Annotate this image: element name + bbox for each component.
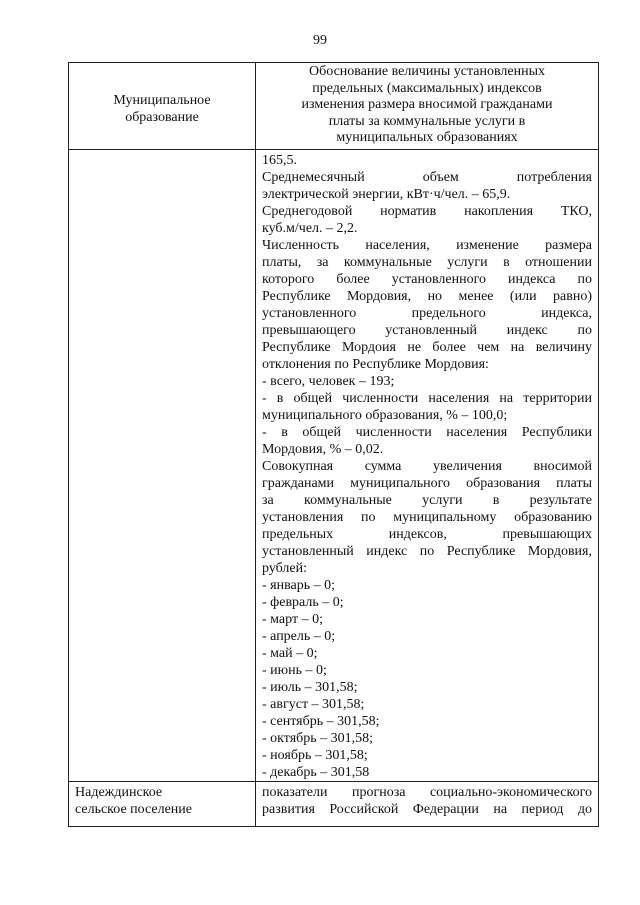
header-municipality-label: Муниципальное образование xyxy=(113,93,211,125)
text-line: - ноябрь – 301,58; xyxy=(262,748,368,763)
text-line: платы, за коммунальные услуги в отношении xyxy=(262,255,592,270)
justification-text-cell-next xyxy=(256,782,599,827)
text-line: сельское поселение xyxy=(75,802,192,817)
table-row xyxy=(69,782,599,827)
header-justification-label xyxy=(256,63,598,147)
text-line: показатели прогноза социально-экономического xyxy=(262,785,592,800)
text-line: электрической энергии, кВт·ч/чел. – 65,9. xyxy=(262,187,511,202)
text-line: - август – 301,58; xyxy=(262,697,365,712)
text-line: Надеждинское xyxy=(75,785,163,800)
text-line: предельных (максимальных) индексов xyxy=(312,80,542,96)
justification-text xyxy=(262,152,592,781)
table-header-row xyxy=(69,63,599,150)
text-line: предельных индексов, превышающих xyxy=(262,527,592,542)
text-line: - январь – 0; xyxy=(262,578,336,593)
text-line: - в общей численности населения на территории xyxy=(262,391,592,406)
text-line: установленного предельного индекса, xyxy=(262,306,592,321)
text-line: которого более установленного индекса по xyxy=(262,272,592,287)
text-line: за коммунальные услуги в результате xyxy=(262,493,592,508)
text-line: 165,5. xyxy=(262,153,297,168)
text-line: превышающего установленный индекс по xyxy=(262,323,592,338)
justification-text-next xyxy=(262,784,592,818)
text-line: установленный индекс по Республике Мордовия, xyxy=(262,544,592,559)
text-line: - всего, человек – 193; xyxy=(262,374,395,389)
text-line: Численность населения, изменение размера xyxy=(262,238,592,253)
text-line: гражданами муниципального образования платы xyxy=(262,476,592,491)
text-line: отклонения по Республике Мордовия: xyxy=(262,357,489,372)
text-line: - июнь – 0; xyxy=(262,663,327,678)
text-line: - февраль – 0; xyxy=(262,595,344,610)
text-line: - март – 0; xyxy=(262,612,323,627)
text-line: установления по муниципальному образованию xyxy=(262,510,592,525)
justification-text-cell xyxy=(256,150,599,782)
text-line: платы за коммунальные услуги в xyxy=(328,113,526,129)
text-line: - апрель – 0; xyxy=(262,629,336,644)
text-line: Республике Мордовия, но менее (или равно) xyxy=(262,289,592,304)
text-line: Среднегодовой норматив накопления ТКО, xyxy=(262,204,592,219)
text-line: изменения размера вносимой гражданами xyxy=(301,97,553,112)
text-line: Республике Мордоия не более чем на величину xyxy=(262,340,592,355)
municipality-name xyxy=(75,784,249,818)
text-line: муниципального образования, % – 100,0; xyxy=(262,408,508,423)
text-line: - октябрь – 301,58; xyxy=(262,731,374,746)
text-line: Мордовия, % – 0,02. xyxy=(262,442,384,457)
text-line: - май – 0; xyxy=(262,646,318,661)
text-line: Совокупная сумма увеличения вносимой xyxy=(262,459,592,474)
text-line: - июль – 301,58; xyxy=(262,680,358,695)
text-line: Среднемесячный объем потребления xyxy=(262,170,592,185)
text-line: рублей: xyxy=(262,561,307,576)
header-municipality-cell xyxy=(69,63,256,150)
header-justification-cell xyxy=(256,63,599,150)
table-row xyxy=(69,150,599,782)
text-line: куб.м/чел. – 2,2. xyxy=(262,221,358,236)
text-line: - сентябрь – 301,58; xyxy=(262,714,380,729)
text-line: муниципальных образованиях xyxy=(336,130,518,145)
justification-table xyxy=(68,62,599,827)
text-line: - декабрь – 301,58 xyxy=(262,765,370,780)
text-line: развития Российской Федерации на период до xyxy=(262,802,592,817)
text-line: - в общей численности населения Республики xyxy=(262,425,592,440)
text-line: Обоснование величины установленных xyxy=(308,64,545,79)
municipality-cell-nadezhdinskoe xyxy=(69,782,256,827)
municipality-cell-empty xyxy=(69,150,256,782)
page-number: 99 xyxy=(313,33,327,48)
